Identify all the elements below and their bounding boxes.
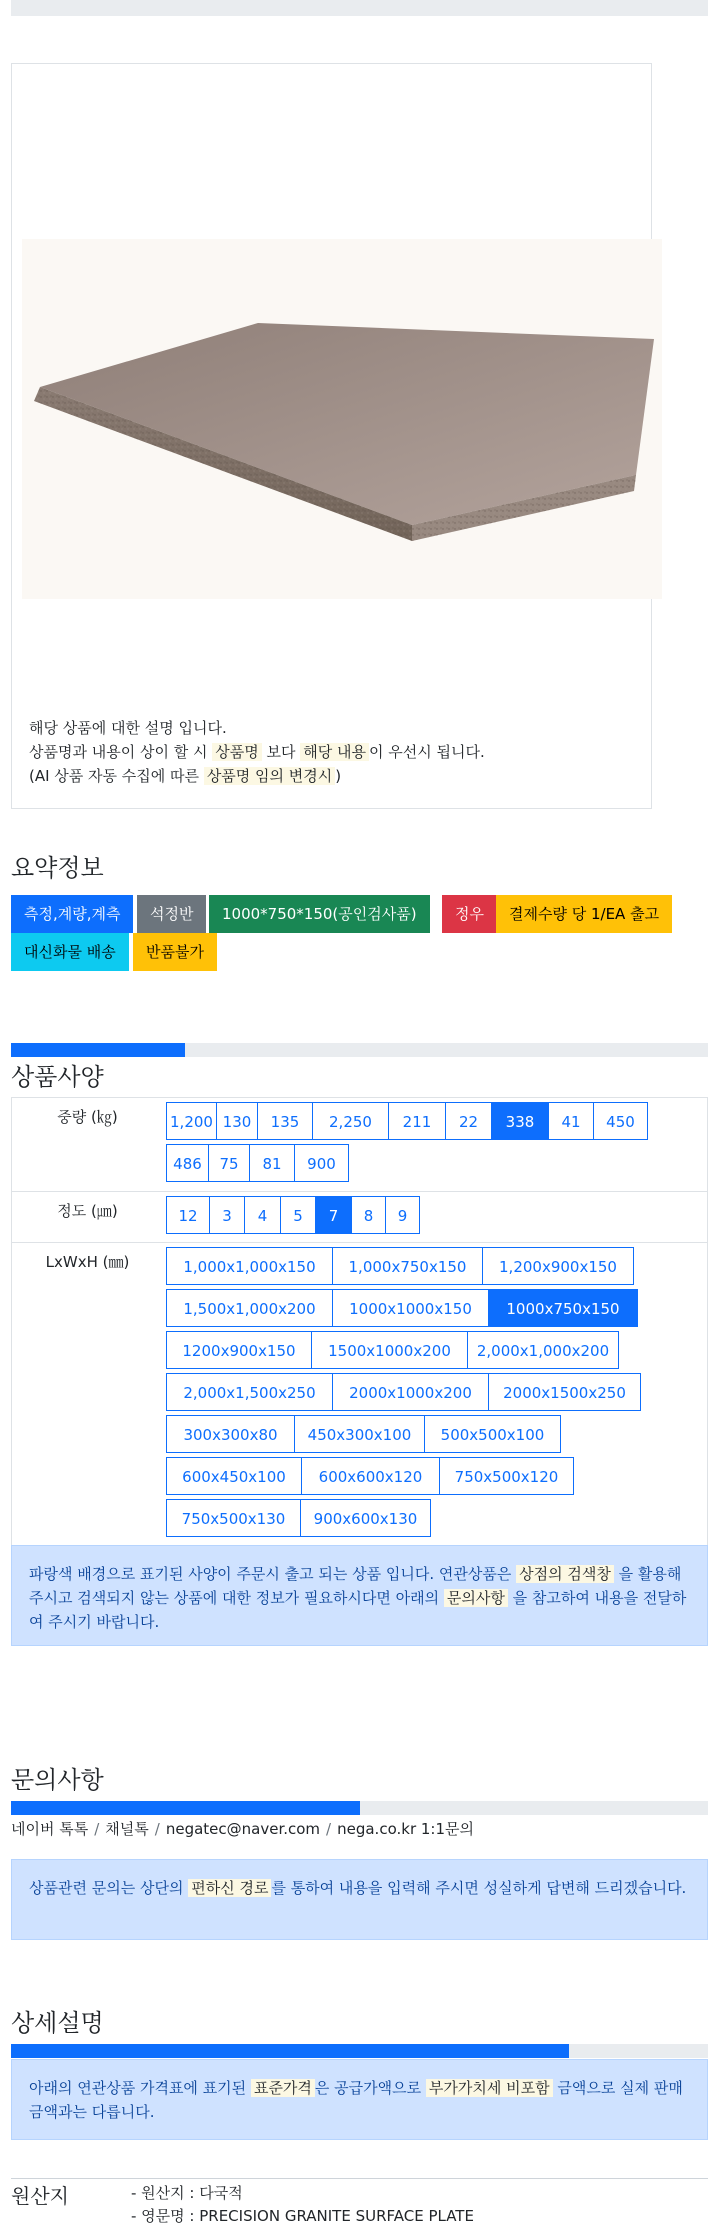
badge-shipping-qty: 결제수량 당 1/EA 출고 — [496, 895, 672, 933]
origin-list — [131, 2182, 474, 2228]
contact-channel-talk[interactable]: 채널톡 — [105, 1820, 149, 1838]
notice-text: 를 통하여 내용을 입력해 주시면 성실하게 답변해 드리겠습니다. — [271, 1879, 687, 1897]
highlight-text: 편하신 경로 — [188, 1879, 271, 1897]
spec-option-button[interactable]: 500x500x100 — [424, 1415, 561, 1453]
spec-option-button[interactable]: 5 — [280, 1196, 316, 1234]
spec-option-button[interactable]: 2,000x1,000x200 — [467, 1331, 619, 1369]
separator: / — [154, 1820, 160, 1838]
inquiry-notice — [11, 1859, 708, 1940]
spec-notice — [11, 1545, 708, 1646]
description-text: (AI 상품 자동 수집에 따른 — [29, 767, 200, 785]
product-image-box — [11, 63, 652, 809]
detail-notice — [11, 2059, 708, 2140]
inquiry-progress-fill — [11, 1801, 360, 1815]
notice-text: 을 참고하여 내용을 전달하여 주시기 바랍니다. — [29, 1589, 687, 1631]
highlight-text: 상점의 검색창 — [516, 1565, 614, 1583]
notice-text: 금액으로 실제 판매금액과는 다릅니다. — [29, 2079, 683, 2121]
spec-option-button[interactable]: 300x300x80 — [166, 1415, 295, 1453]
spec-option-button[interactable]: 1,200 — [166, 1102, 217, 1140]
badge-type: 석정반 — [137, 895, 206, 933]
spec-row-precision — [12, 1192, 707, 1243]
badge-brand: 정우 — [442, 895, 497, 933]
spec-option-button[interactable]: 9 — [385, 1196, 420, 1234]
notice-text: 은 공급가액으로 — [314, 2079, 422, 2097]
description-text: ) — [335, 767, 342, 785]
spec-label: 정도 (㎛) — [57, 1202, 118, 1220]
spec-option-button[interactable]: 1,000x1,000x150 — [166, 1247, 333, 1285]
separator: / — [326, 1820, 332, 1838]
spec-label: LxWxH (㎜) — [45, 1253, 130, 1271]
description-line — [29, 716, 485, 740]
product-image — [22, 239, 662, 599]
spec-option-button[interactable]: 338 — [491, 1102, 549, 1140]
highlight-text: 표준가격 — [251, 2079, 315, 2097]
contact-email[interactable]: negatec@naver.com — [165, 1820, 321, 1838]
spec-option-button[interactable]: 2,250 — [312, 1102, 389, 1140]
summary-title: 요약정보 — [11, 854, 104, 882]
contact-one-to-one[interactable]: nega.co.kr 1:1문의 — [337, 1820, 474, 1838]
detail-progress-fill — [11, 2044, 569, 2058]
badge-no-return: 반품불가 — [133, 933, 217, 971]
spec-option-button[interactable]: 3 — [209, 1196, 245, 1234]
spec-option-button[interactable]: 4 — [244, 1196, 281, 1234]
spec-option-button[interactable]: 600x450x100 — [166, 1457, 302, 1495]
highlight-text: 부가가치세 비포함 — [426, 2079, 553, 2097]
contact-links — [11, 1818, 474, 1839]
spec-title: 상품사양 — [11, 1063, 104, 1091]
spec-option-button[interactable]: 2000x1000x200 — [332, 1373, 489, 1411]
spec-option-button[interactable]: 81 — [249, 1144, 295, 1182]
highlight-text: 상품명 임의 변경시 — [204, 767, 335, 785]
badge-model: 1000*750*150(공인검사품) — [209, 895, 430, 933]
spec-table — [11, 1097, 708, 1550]
description-line — [29, 764, 485, 788]
detail-progress — [11, 2044, 708, 2058]
badge-category: 측정,계량,계측 — [11, 895, 133, 933]
contact-naver-talk[interactable]: 네이버 톡톡 — [11, 1820, 89, 1838]
spec-option-button[interactable]: 750x500x130 — [166, 1499, 301, 1537]
spec-option-button[interactable]: 900 — [294, 1144, 349, 1182]
highlight-text: 해당 내용 — [300, 743, 369, 761]
origin-item: - 영문명 : PRECISION GRANITE SURFACE PLATE — [131, 2207, 474, 2225]
description-text: 보다 — [266, 743, 296, 761]
description-text: 이 우선시 됩니다. — [369, 743, 485, 761]
spec-option-button[interactable]: 1,500x1,000x200 — [166, 1289, 333, 1327]
spec-option-button[interactable]: 211 — [388, 1102, 446, 1140]
description-text: 해당 상품에 대한 설명 입니다. — [29, 719, 227, 737]
spec-option-button[interactable]: 41 — [548, 1102, 594, 1140]
spec-option-button[interactable]: 1000x750x150 — [488, 1289, 638, 1327]
spec-option-button[interactable]: 750x500x120 — [439, 1457, 574, 1495]
spec-option-button[interactable]: 900x600x130 — [300, 1499, 431, 1537]
description-text: 상품명과 내용이 상이 할 시 — [29, 743, 208, 761]
highlight-text: 상품명 — [212, 743, 261, 761]
spec-option-button[interactable]: 8 — [351, 1196, 386, 1234]
spec-option-button[interactable]: 1200x900x150 — [166, 1331, 312, 1369]
badge-delivery: 대신화물 배송 — [11, 933, 129, 971]
spec-option-button[interactable]: 75 — [208, 1144, 250, 1182]
description-line — [29, 740, 485, 764]
spec-progress-fill — [11, 1043, 185, 1057]
spec-option-button[interactable]: 1,000x750x150 — [332, 1247, 483, 1285]
spec-option-button[interactable]: 1000x1000x150 — [332, 1289, 489, 1327]
spec-option-button[interactable]: 2,000x1,500x250 — [166, 1373, 333, 1411]
origin-item: - 원산지 : 다국적 — [131, 2184, 243, 2202]
notice-text: 아래의 연관상품 가격표에 표기된 — [29, 2079, 247, 2097]
spec-option-button[interactable]: 486 — [166, 1144, 209, 1182]
notice-text: 을 활용해 주시고 검색되지 않는 상품에 대한 정보가 필요하시다면 아래의 — [29, 1565, 682, 1607]
origin-label: 원산지 — [11, 2184, 69, 2208]
spec-row-weight — [12, 1098, 707, 1192]
spec-progress — [11, 1043, 708, 1057]
spec-option-button[interactable]: 7 — [315, 1196, 352, 1234]
notice-text: 파랑색 배경으로 표기된 사양이 주문시 출고 되는 상품 입니다. 연관상품은 — [29, 1565, 512, 1583]
spec-option-button[interactable]: 1500x1000x200 — [311, 1331, 468, 1369]
spec-option-button[interactable]: 450x300x100 — [294, 1415, 425, 1453]
spec-option-button[interactable]: 12 — [166, 1196, 210, 1234]
inquiry-progress — [11, 1801, 708, 1815]
highlight-text: 문의사항 — [444, 1589, 508, 1607]
top-divider — [11, 0, 708, 16]
spec-option-button[interactable]: 130 — [216, 1102, 258, 1140]
spec-option-button[interactable]: 135 — [257, 1102, 313, 1140]
spec-option-button[interactable]: 450 — [593, 1102, 648, 1140]
spec-option-button[interactable]: 22 — [445, 1102, 492, 1140]
inquiry-title: 문의사항 — [11, 1766, 104, 1794]
spec-label: 중량 (㎏) — [57, 1108, 118, 1126]
origin-divider — [11, 2178, 708, 2179]
spec-option-button[interactable]: 1,200x900x150 — [482, 1247, 634, 1285]
spec-row-dimensions — [12, 1243, 707, 1549]
detail-title: 상세설명 — [11, 2009, 104, 2037]
spec-option-button[interactable]: 2000x1500x250 — [488, 1373, 641, 1411]
product-description — [29, 716, 485, 788]
separator: / — [94, 1820, 100, 1838]
notice-text: 상품관련 문의는 상단의 — [29, 1879, 184, 1897]
spec-option-button[interactable]: 600x600x120 — [301, 1457, 440, 1495]
